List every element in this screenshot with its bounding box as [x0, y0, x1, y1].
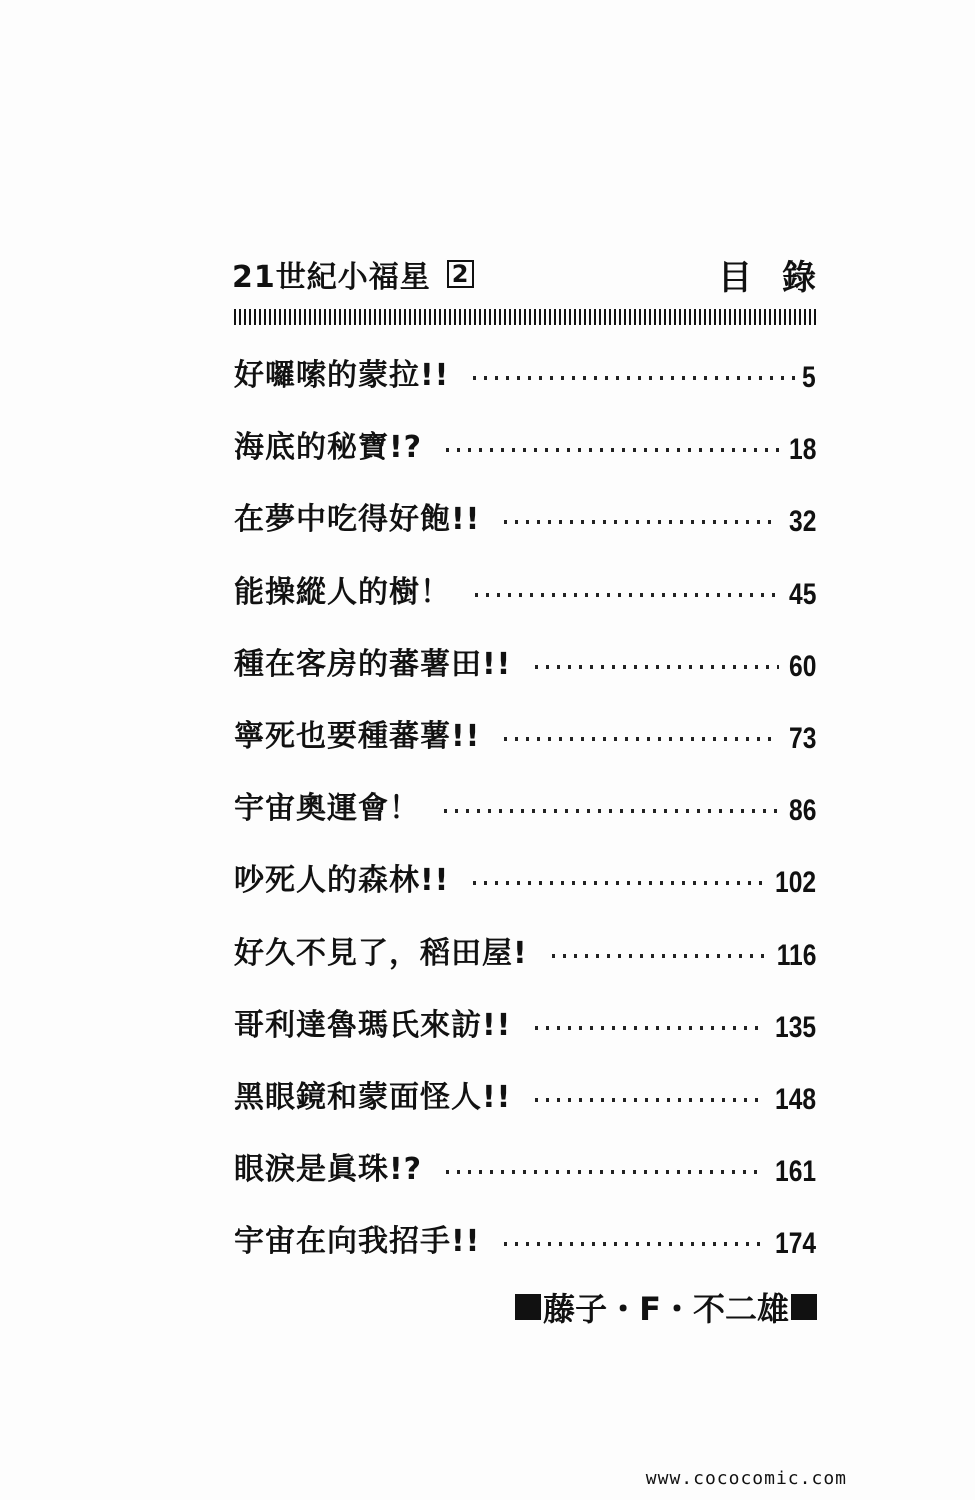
entry-title: 海底的秘寶!?: [234, 430, 423, 466]
entry-title: 在夢中吃得好飽!!: [234, 502, 481, 538]
dotted-leader: [535, 1026, 762, 1030]
entry-page-number: 45: [788, 577, 816, 611]
entry-title: 種在客房的蕃薯田!!: [234, 646, 512, 682]
toc-entry: [234, 1202, 816, 1274]
toc-entry: [234, 336, 816, 408]
entry-page-number: 161: [774, 1155, 816, 1189]
toc-entry: [234, 697, 816, 769]
volume-number: 2: [447, 260, 475, 288]
toc-list: [234, 336, 816, 1274]
black-square-icon: [515, 1294, 541, 1320]
entry-title: 黑眼鏡和蒙面怪人!!: [234, 1079, 512, 1115]
toc-entry: [234, 1130, 816, 1202]
entry-page-number: 73: [788, 722, 816, 756]
toc-entry: [234, 914, 816, 986]
entry-page-number: 174: [774, 1227, 816, 1261]
author-name: 藤子・F・不二雄: [543, 1290, 789, 1328]
toc-entry: [234, 480, 816, 552]
toc-entry: [234, 1058, 816, 1130]
entry-page-number: 116: [776, 938, 816, 972]
toc-entry: [234, 841, 816, 913]
entry-title: 宇宙奧運會！: [234, 791, 420, 827]
entry-title: 眼淚是眞珠!?: [234, 1152, 423, 1188]
dotted-leader: [446, 1170, 762, 1174]
series-title: [232, 252, 474, 296]
dotted-leader: [535, 1098, 762, 1102]
decorative-rule: [234, 309, 816, 325]
series-title-text: 21世紀小福星: [232, 260, 431, 295]
entry-title: 哥利達魯瑪氏來訪!!: [234, 1007, 512, 1043]
toc-entry: [234, 408, 816, 480]
entry-title: 好囉嗦的蒙拉!!: [234, 358, 450, 394]
toc-entry: [234, 625, 816, 697]
dotted-leader: [552, 954, 764, 958]
author-credit: [515, 1284, 817, 1330]
dotted-leader: [504, 737, 778, 741]
toc-entry: [234, 769, 816, 841]
toc-header: [232, 252, 846, 298]
toc-entry: [234, 553, 816, 625]
watermark-url: www.cococomic.com: [645, 1468, 847, 1489]
entry-title: 寧死也要種蕃薯!!: [234, 719, 481, 755]
entry-page-number: 148: [774, 1082, 816, 1116]
black-square-icon: [791, 1294, 817, 1320]
entry-page-number: 32: [788, 505, 816, 539]
toc-heading: 目錄: [718, 258, 846, 298]
dotted-leader: [475, 593, 779, 597]
dotted-leader: [504, 520, 778, 524]
entry-title: 能操縱人的樹！: [234, 574, 451, 610]
entry-page-number: 86: [788, 794, 816, 828]
entry-title: 吵死人的森林!!: [234, 863, 450, 899]
entry-page-number: 18: [788, 433, 816, 467]
entry-title: 宇宙在向我招手!!: [234, 1224, 481, 1260]
dotted-leader: [444, 809, 779, 813]
toc-entry: [234, 986, 816, 1058]
dotted-leader: [504, 1242, 762, 1246]
entry-page-number: 102: [774, 866, 816, 900]
dotted-leader: [446, 448, 779, 452]
entry-page-number: 60: [788, 649, 816, 683]
entry-title: 好久不見了，稻田屋!: [234, 935, 528, 971]
entry-page-number: 135: [774, 1010, 816, 1044]
entry-page-number: 5: [802, 361, 816, 395]
dotted-leader: [473, 376, 795, 380]
dotted-leader: [473, 881, 762, 885]
dotted-leader: [535, 665, 778, 669]
